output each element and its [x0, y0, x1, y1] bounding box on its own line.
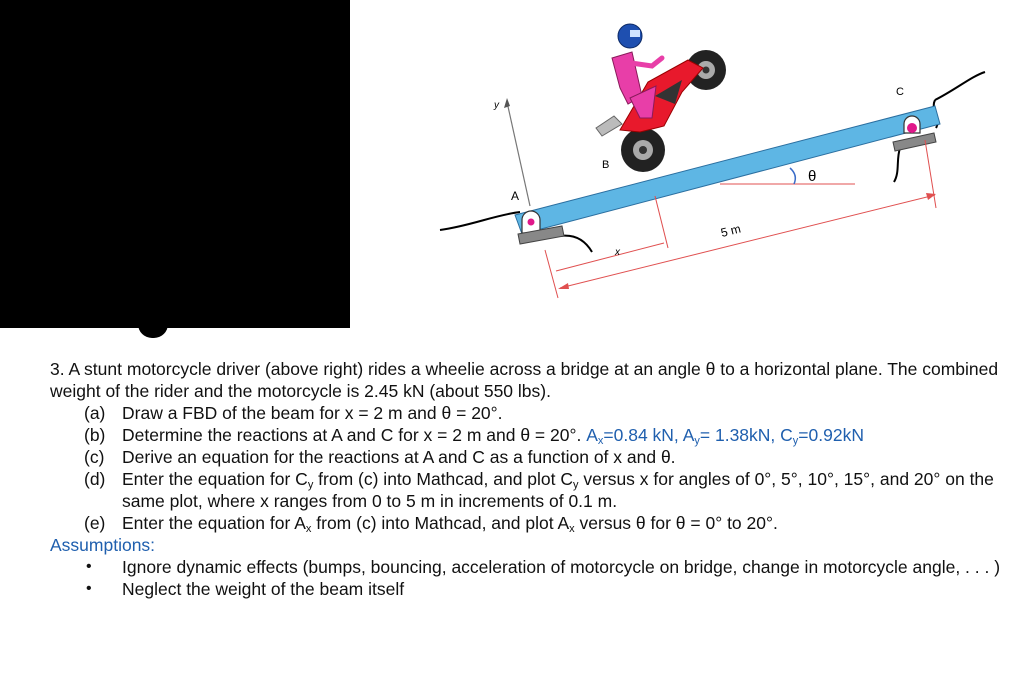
part-label: (e): [84, 513, 106, 533]
label-A: A: [511, 189, 520, 203]
pin-C: [907, 123, 917, 133]
assumption-item: [50, 578, 1010, 600]
assumption-item: [50, 556, 1010, 578]
part-text: Derive an equation for the reactions at A and C as a function of x and θ.: [122, 447, 676, 467]
assumptions-list: [50, 556, 1010, 600]
y-axis-arrowhead: [504, 98, 510, 108]
problem-intro: 3. A stunt motorcycle driver (above right) rides a wheelie across a bridge at an angle θ to a horizontal plane. The combined weight of the rider and the motorcycle is 2.45 kN (about 550 lbs).: [50, 359, 999, 401]
assumptions-title: Assumptions:: [50, 535, 156, 555]
ground-left: [440, 212, 520, 230]
assumption-text: Neglect the weight of the beam itself: [122, 579, 405, 599]
part-text: Enter the equation for $C_y$ from (c) into Mathcad, and plot $C_y$ versus x for angles of 0°, 5°, 10°, 15°, and 20° on the same plot, where x ranges from 0 to 5 m in increments of 0.1 m.: [122, 469, 994, 511]
problem-statement: [50, 358, 1010, 600]
ground-right-lower: [894, 148, 900, 182]
support-C-base: [893, 133, 936, 151]
part-d: [50, 468, 1010, 512]
ground-right: [935, 72, 985, 100]
bullet-icon: •: [86, 558, 92, 575]
part-b: [50, 424, 1010, 446]
theta-arc: [790, 168, 795, 184]
beam: [515, 106, 940, 234]
part-label: (c): [84, 447, 105, 467]
part-text: Determine the reactions at A and C for x = 2 m and θ = 20°.: [122, 425, 582, 445]
part-text: Draw a FBD of the beam for x = 2 m and θ = 20°.: [122, 403, 503, 423]
assumption-text: Ignore dynamic effects (bumps, bouncing, acceleration of motorcycle on bridge, change in motorcycle angle, . . . ): [122, 557, 1001, 577]
part-a: [50, 402, 1010, 424]
part-c: [50, 446, 1010, 468]
label-theta: θ: [808, 168, 817, 185]
label-y: y: [494, 100, 499, 111]
part-b-answer: $A_x=0.84$ kN, $A_y= 1.38kN$, $C_y=0.92kN$: [586, 425, 864, 447]
span-arrow-left: [558, 283, 569, 289]
part-label: (d): [84, 469, 106, 489]
dim-ext-left: [545, 250, 558, 298]
label-x: x: [615, 247, 620, 258]
exhaust: [596, 116, 622, 136]
dim-ext-b: [655, 196, 668, 248]
part-label: (b): [84, 425, 106, 445]
part-label: (a): [84, 403, 106, 423]
label-B: B: [602, 159, 610, 171]
label-C: C: [896, 86, 904, 98]
ground-left-bank: [560, 236, 592, 252]
bullet-icon: •: [86, 580, 92, 597]
x-dimension: [556, 243, 664, 271]
part-text: Enter the equation for $A_x$ from (c) into Mathcad, and plot $A_x$ versus θ for θ = 0° to 20°.: [122, 513, 778, 535]
motorcycle-rider: [596, 24, 726, 172]
label-span: 5 m: [719, 221, 743, 240]
pin-A: [528, 219, 535, 226]
problem-parts: [50, 402, 1010, 534]
part-e: [50, 512, 1010, 534]
